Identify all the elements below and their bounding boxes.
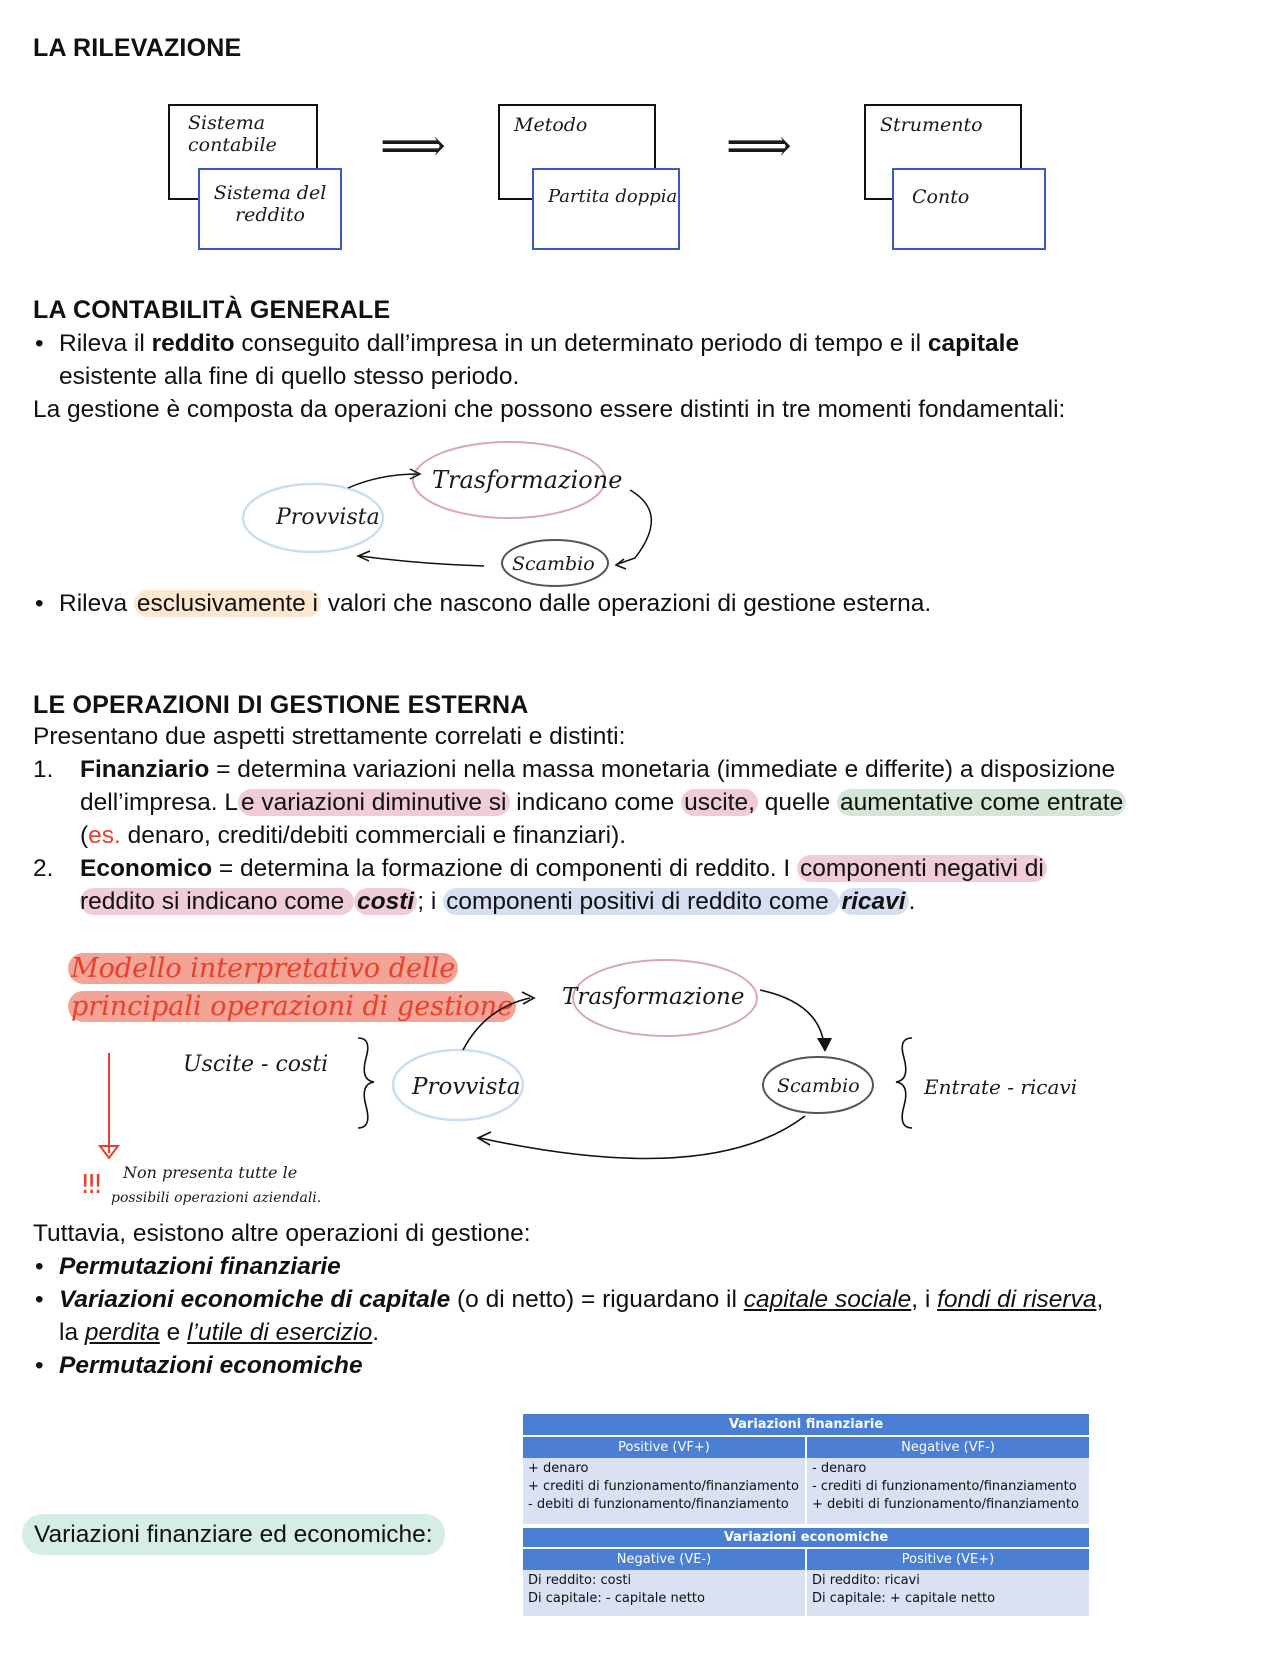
capitale-sociale: capitale sociale — [743, 1286, 912, 1313]
text: denaro, crediti/debiti commerciali e finanziari). — [120, 822, 627, 849]
bold-capitale: capitale — [927, 330, 1020, 357]
cell-line: Di reddito: ricavi — [812, 1573, 920, 1588]
highlight-componenti-positivi: componenti positivi di reddito come — [443, 888, 838, 915]
cycle-label-trasformazione: Trasformazione — [432, 466, 623, 494]
double-arrow-icon: ⟹ — [380, 118, 446, 172]
highlight-reddito-costi: reddito si indicano come — [80, 888, 354, 915]
text: dell’impresa. L — [80, 789, 238, 816]
fondi-di-riserva: fondi di riserva — [937, 1286, 1097, 1313]
cell-line: + debiti di funzionamento/finanziamento — [812, 1497, 1079, 1512]
bold-costi: costi — [354, 888, 417, 915]
warning-exclamation-icon: !!! — [80, 1170, 100, 1200]
bold-economico: Economico — [80, 855, 213, 882]
modello-title-line1: Modello interpretativo delle — [68, 953, 458, 984]
highlight-esclusivamente: esclusivamente i — [134, 590, 321, 617]
list-item — [33, 1283, 1103, 1349]
cell-line: - denaro — [812, 1461, 867, 1476]
section-title-operazioni: LE OPERAZIONI DI GESTIONE ESTERNA — [33, 691, 529, 719]
arrow-line — [618, 490, 651, 564]
table-header-finanziarie — [523, 1414, 1089, 1436]
box-sistema-reddito — [198, 168, 342, 250]
box-front-label: Sistema del reddito — [213, 182, 327, 226]
highlight-uscite: uscite, — [681, 789, 758, 816]
table-subheader — [523, 1548, 1089, 1570]
cell-line: - crediti di funzionamento/finanziamento — [812, 1479, 1077, 1494]
cycle-label-provvista: Provvista — [276, 505, 380, 530]
note-line2: possibili operazioni aziendali. — [111, 1190, 322, 1206]
perdita: perdita — [84, 1319, 160, 1346]
arrow-head-icon — [616, 559, 626, 569]
item-number: 1. — [33, 756, 54, 783]
table-title: Variazioni economiche — [723, 1530, 889, 1545]
variazioni-economiche-capitale: Variazioni economiche di capitale — [59, 1286, 451, 1313]
text: Rileva il — [59, 330, 152, 357]
text: , — [1096, 1286, 1104, 1313]
operazioni-item-finanziario — [33, 753, 1263, 852]
contabilita-bullet-2 — [33, 587, 931, 620]
text: conseguito dall’impresa in un determinato periodo di tempo e il — [234, 330, 928, 357]
text: , i — [911, 1286, 938, 1313]
text: Rileva — [59, 590, 134, 617]
cell-line: Di reddito: costi — [528, 1573, 632, 1588]
permutazioni-finanziarie: Permutazioni finanziarie — [59, 1253, 341, 1280]
text: esistente alla fine di quello stesso periodo. — [59, 363, 520, 390]
table-title: Variazioni finanziarie — [728, 1417, 884, 1432]
cell-line: Di capitale: - capitale netto — [528, 1591, 705, 1606]
bold-ricavi: ricavi — [839, 888, 909, 915]
table-header-economiche — [523, 1526, 1089, 1548]
table-cell — [806, 1570, 1089, 1616]
operazioni-intro: Presentano due aspetti strettamente correlati e distinti: — [33, 723, 626, 750]
highlight-variazioni-diminutive: e variazioni diminutive si — [238, 789, 510, 816]
box-back-label: Sistema contabile — [188, 112, 277, 156]
list-item — [33, 1349, 1103, 1382]
contabilita-bullet-1 — [33, 327, 1019, 393]
altre-intro: Tuttavia, esistono altre operazioni di gestione: — [33, 1220, 531, 1247]
text: = determina variazioni nella massa monetaria (immediate e differite) a disposizione — [209, 756, 1116, 783]
table-cell — [523, 1570, 806, 1616]
cell-line: - debiti di funzionamento/finanziamento — [528, 1497, 789, 1512]
double-arrow-icon: ⟹ — [726, 118, 792, 172]
text: e — [159, 1319, 188, 1346]
highlight-aumentative-entrate: aumentative come entrate — [837, 789, 1126, 816]
modello-trasformazione-label: Trasformazione — [562, 984, 745, 1010]
text: indicano come — [509, 789, 682, 816]
table-cell — [806, 1458, 1089, 1526]
column-header: Positive (VE+) — [806, 1548, 1089, 1570]
box-partita-doppia — [532, 168, 680, 250]
box-back-label: Metodo — [514, 114, 588, 136]
modello-scambio-label: Scambio — [777, 1075, 860, 1097]
column-header: Positive (VF+) — [618, 1440, 710, 1455]
arrow-head-icon — [817, 1038, 832, 1052]
permutazioni-economiche: Permutazioni economiche — [59, 1352, 363, 1379]
table-subheader — [523, 1436, 1089, 1458]
box-front-label: Conto — [912, 186, 970, 208]
variazioni-table — [523, 1414, 1089, 1616]
text: ; i — [417, 888, 444, 915]
arrow-line — [463, 998, 530, 1050]
altre-list — [33, 1250, 1103, 1382]
bold-reddito: reddito — [151, 330, 235, 357]
table-cell — [523, 1458, 806, 1526]
column-header: Negative (VF-) — [806, 1436, 1089, 1458]
cell-line: + denaro — [528, 1461, 589, 1476]
bold-finanziario: Finanziario — [80, 756, 210, 783]
operazioni-item-economico — [33, 852, 1263, 918]
modello-title-line2: principali operazioni di gestione — [68, 991, 516, 1022]
table-row — [523, 1570, 1089, 1616]
box-back-label: Strumento — [880, 114, 983, 136]
text: valori che nascono dalle operazioni di gestione esterna. — [321, 590, 932, 617]
modello-provvista-label: Provvista — [412, 1074, 521, 1100]
uscite-costi-label: Uscite - costi — [183, 1052, 329, 1077]
arrow-line — [480, 1116, 805, 1158]
section-title-contabilita: LA CONTABILITÀ GENERALE — [33, 296, 391, 324]
arrow-line — [360, 556, 484, 566]
right-brace-icon — [896, 1038, 912, 1128]
arrow-line — [760, 990, 824, 1046]
text: . — [372, 1319, 380, 1346]
entrate-ricavi-label: Entrate - ricavi — [924, 1075, 1078, 1099]
arrow-line — [348, 474, 418, 488]
item-number: 2. — [33, 855, 54, 882]
text: la — [59, 1319, 85, 1346]
text: (o di netto) = riguardano il — [450, 1286, 744, 1313]
list-item — [33, 1250, 1103, 1283]
box-conto — [892, 168, 1046, 250]
box-front-label: Partita doppia — [548, 186, 678, 207]
cell-line: Di capitale: + capitale netto — [812, 1591, 996, 1606]
table-row — [523, 1458, 1089, 1526]
note-line1: Non presenta tutte le — [123, 1163, 298, 1182]
cell-line: + crediti di funzionamento/finanziamento — [528, 1479, 799, 1494]
highlight-componenti-negativi: componenti negativi di — [797, 855, 1047, 882]
text: ( — [80, 822, 89, 849]
contabilita-intro: La gestione è composta da operazioni che possono essere distinti in tre momenti fondamentali: — [33, 396, 1066, 423]
column-header: Negative (VE-) — [616, 1552, 712, 1567]
text: . — [908, 888, 916, 915]
cycle-label-scambio: Scambio — [512, 553, 595, 575]
left-brace-icon — [358, 1038, 374, 1128]
text: = determina la formazione di componenti di reddito. I — [212, 855, 797, 882]
es-label: es. — [88, 822, 121, 849]
text: quelle — [757, 789, 837, 816]
utile-di-esercizio: l’utile di esercizio — [187, 1319, 373, 1346]
section-title-rilevazione: LA RILEVAZIONE — [33, 34, 242, 62]
variazioni-label: Variazioni finanziare ed economiche: — [22, 1514, 445, 1555]
